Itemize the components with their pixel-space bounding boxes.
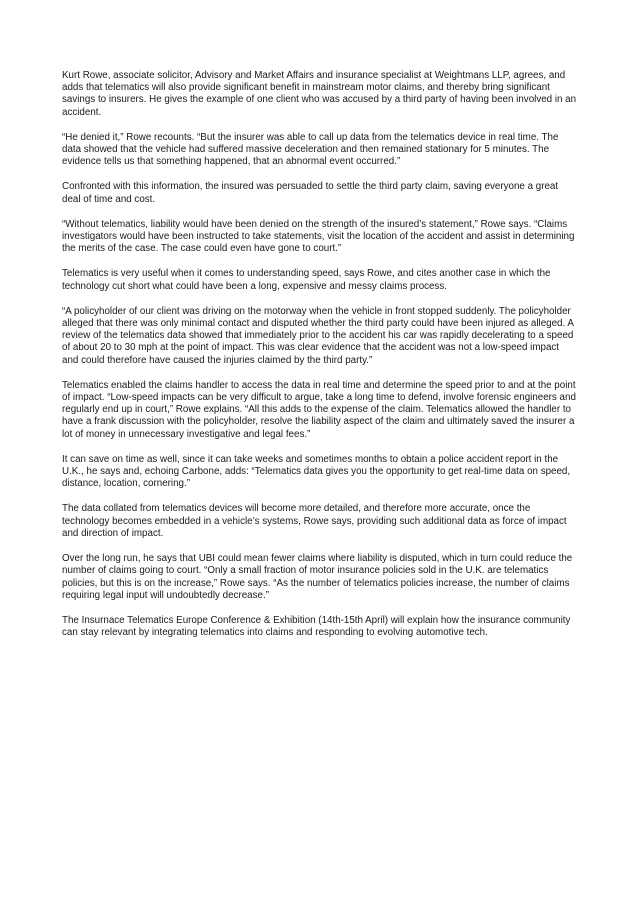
paragraph-claims-handler: Telematics enabled the claims handler to access the data in real time and determine the speed prior to and at the point of impact. “Low-speed impacts can be very difficult to argue, take a long time to defend, involve forensic engineers and regularly end up in court,” Rowe explains. “All this adds to the expense of the claim. Telematics allowed the handler to have a frank discussion with the policyholder, resolve the liability aspect of the claim and ultimately saved the insurer a lot of money in unnecessary investigative and legal fees.” <box>62 379 576 440</box>
paragraph-speed-case: Telematics is very useful when it comes to understanding speed, says Rowe, and cites another case in which the technology cut short what could have been a long, expensive and messy claims process. <box>62 268 551 292</box>
paragraph-data-collated: The data collated from telematics devices will become more detailed, and therefore more accurate, once the technology becomes embedded in a vehicle’s systems, Rowe says, providing such additional data as force of impact and direction of impact. <box>62 503 567 539</box>
paragraph-conference: The Insurnace Telematics Europe Conference & Exhibition (14th-15th April) will explain how the insurance community can stay relevant by integrating telematics into claims and responding to evolving automotive tech. <box>62 614 571 639</box>
paragraph-save-time: It can save on time as well, since it can take weeks and sometimes months to obtain a police accident report in the U.K., he says and, echoing Carbone, adds: “Telematics data gives you the opportunity to get real-time data on speed, distance, location, cornering.” <box>62 453 571 490</box>
paragraph-rowe-intro: Kurt Rowe, associate solicitor, Advisory and Market Affairs and insurance specialist at Weightmans LLP, agrees, and adds that telematics will also provide significant benefit in mainstream motor claims, and thereby bring significant savings to insurers. He gives the example of one client who was accused by a third party of having been involved in an accident. <box>62 70 577 118</box>
paragraph-motorway-case: “A policyholder of our client was driving on the motorway when the vehicle in front stopped suddenly. The policyholder alleged that there was only minimal contact and disputed whether the third party could have been injured as alleged. A review of the telematics data showed that immediately prior to the accident his car was rapidly decelerating to a speed of about 20 to 30 mph at the point of impact. This was clear evidence that the accident was not a low-speed impact and could therefore have caused the injuries claimed by the third party.” <box>62 305 574 366</box>
paragraph-denied-quote: “He denied it,” Rowe recounts. “But the insurer was able to call up data from the telematics device in real time. The data showed that the vehicle had suffered massive deceleration and then remained stationary for 5 minutes. The evidence tells us that something happened, that an abnormal event occurred.” <box>62 131 559 168</box>
article-body <box>62 70 578 652</box>
paragraph-settle-claim: Confronted with this information, the insured was persuaded to settle the third party claim, saving everyone a great deal of time and cost. <box>62 181 559 205</box>
paragraph-without-telematics: “Without telematics, liability would have been denied on the strength of the insured’s statement,” Rowe says. “Claims investigators would have been instructed to take statements, visit the location of the accident and assist in determining the merits of the case. The case could even have gone to court.” <box>62 218 575 255</box>
paragraph-long-run: Over the long run, he says that UBI could mean fewer claims where liability is disputed, which in turn could reduce the number of claims going to court. “Only a small fraction of motor insurance policies sold in the U.K. are telematics policies, but this is on the increase,” Rowe says. “As the number of telematics policies increase, the number of claims requiring legal input will undoubtedly decrease.” <box>62 553 573 601</box>
